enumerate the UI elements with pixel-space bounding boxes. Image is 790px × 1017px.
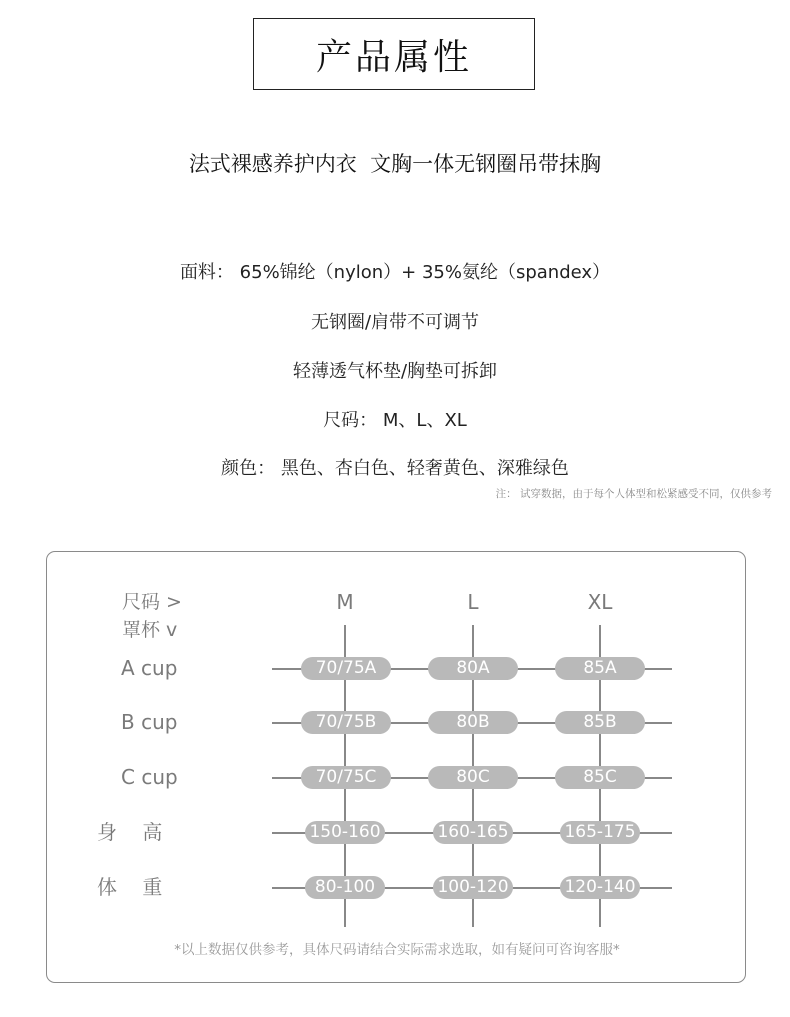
fit-note: 注： 试穿数据，由于每个人体型和松紧感受不同，仅供参考 — [495, 488, 772, 500]
size-chart-footnote: *以上数据仅供参考，具体尺码请结合实际需求选取，如有疑问可咨询客服* — [174, 942, 620, 958]
size-cell-b-l: 80B — [428, 711, 518, 734]
row-label-weight: 体 重 — [97, 875, 163, 899]
size-cell-a-xl: 85A — [555, 657, 645, 680]
size-cell-c-xl: 85C — [555, 766, 645, 789]
column-header-l: L — [467, 590, 479, 614]
size-cell-a-l: 80A — [428, 657, 518, 680]
column-header-xl: XL — [587, 590, 613, 614]
height-cell-l: 160-165 — [433, 821, 513, 844]
title-box — [253, 18, 535, 90]
row-label-a-cup: A cup — [121, 656, 178, 680]
column-header-m: M — [336, 590, 354, 614]
attr-padding: 轻薄透气杯垫/胸垫可拆卸 — [292, 361, 498, 382]
page-title: 产品属性 — [315, 36, 472, 78]
corner-size-label: 尺码 > — [122, 591, 182, 613]
size-cell-b-m: 70/75B — [301, 711, 391, 734]
attr-colors: 颜色： 黑色、杏白色、轻奢黄色、深雅绿色 — [221, 458, 569, 479]
size-chart-panel — [46, 551, 746, 983]
weight-cell-m: 80-100 — [305, 876, 385, 899]
corner-cup-label: 罩杯 v — [122, 619, 178, 641]
product-name: 法式裸感养护内衣 文胸一体无钢圈吊带抹胸 — [188, 152, 602, 176]
height-cell-xl: 165-175 — [560, 821, 640, 844]
size-cell-b-xl: 85B — [555, 711, 645, 734]
height-cell-m: 150-160 — [305, 821, 385, 844]
size-cell-a-m: 70/75A — [301, 657, 391, 680]
weight-cell-l: 100-120 — [433, 876, 513, 899]
weight-cell-xl: 120-140 — [560, 876, 640, 899]
row-label-c-cup: C cup — [121, 765, 178, 789]
row-label-height: 身 高 — [97, 820, 163, 844]
size-cell-c-l: 80C — [428, 766, 518, 789]
row-label-b-cup: B cup — [121, 710, 178, 734]
size-cell-c-m: 70/75C — [301, 766, 391, 789]
attr-fabric: 面料： 65%锦纶（nylon）+ 35%氨纶（spandex） — [179, 262, 611, 283]
attr-sizes: 尺码： M、L、XL — [323, 410, 467, 431]
attr-underwire: 无钢圈/肩带不可调节 — [310, 312, 480, 333]
size-chart-grid — [47, 552, 747, 984]
